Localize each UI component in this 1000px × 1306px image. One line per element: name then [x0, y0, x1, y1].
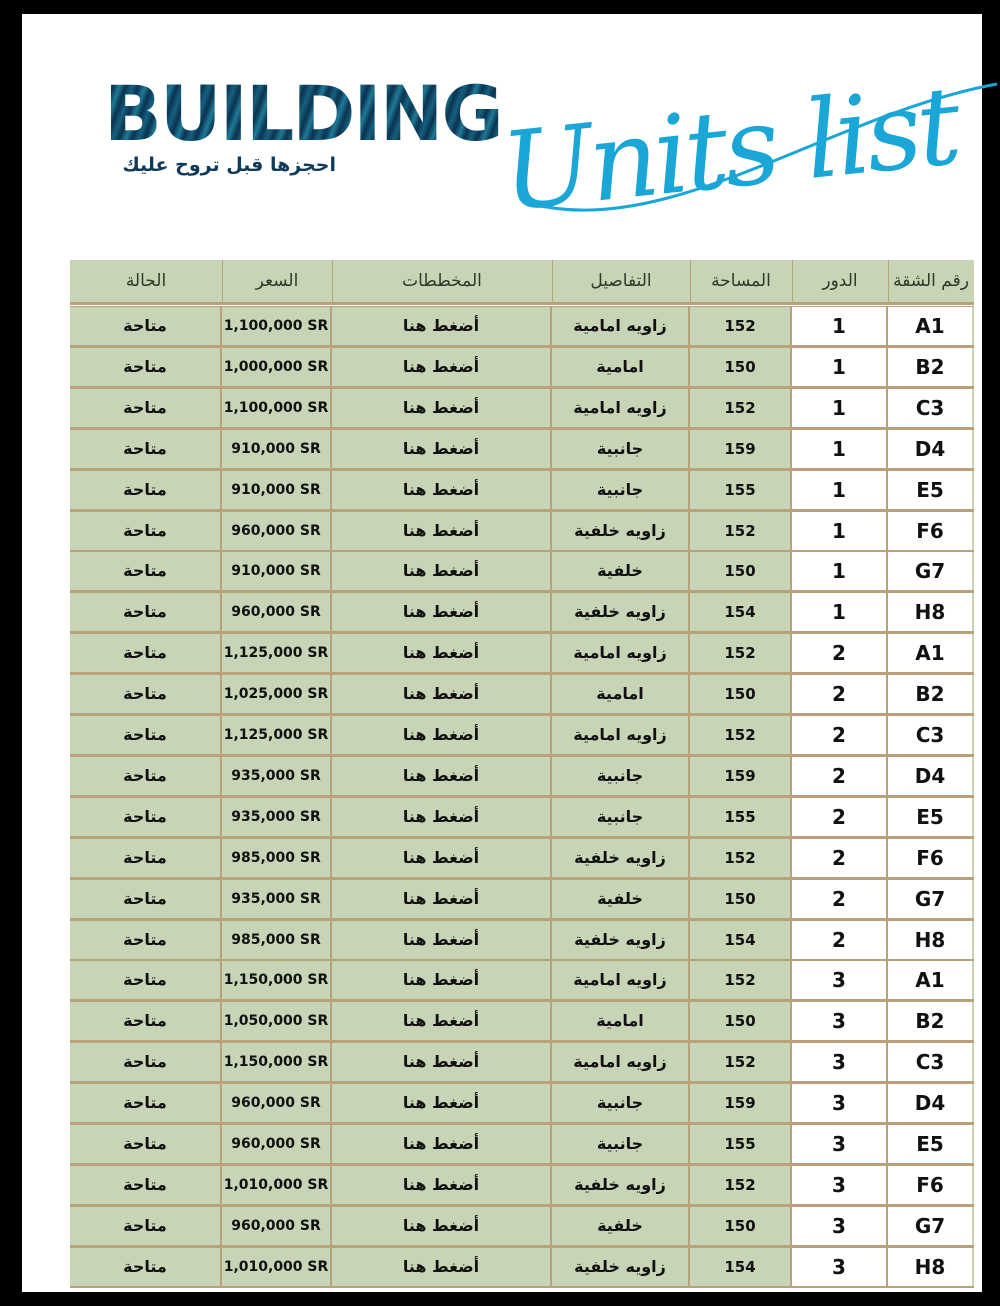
header-unit-number: رقم الشقة [893, 271, 969, 291]
table-row [70, 470, 974, 511]
floor-cell: 3 [792, 1084, 888, 1122]
status-cell: متاحة [70, 593, 222, 631]
plans-link[interactable]: أضغط هنا [332, 798, 552, 836]
plans-link[interactable]: أضغط هنا [332, 307, 552, 345]
details-cell: جانبية [552, 1125, 690, 1163]
area-cell: 154 [690, 1248, 792, 1286]
table-row [70, 1165, 974, 1206]
details-cell: زاويه خلفية [552, 593, 690, 631]
header-area: المساحة [690, 260, 793, 302]
status-cell: متاحة [70, 675, 222, 713]
unit-number-cell: B2 [888, 348, 972, 386]
price-cell: 960,000 SR [222, 1084, 332, 1122]
status-cell: متاحة [70, 552, 222, 590]
unit-number-cell: B2 [888, 675, 972, 713]
details-cell: زاويه خلفية [552, 1248, 690, 1286]
floor-cell: 1 [792, 471, 888, 509]
table-row [70, 756, 974, 797]
status-cell: متاحة [70, 430, 222, 468]
unit-number-cell: E5 [888, 471, 972, 509]
details-cell: زاويه خلفية [552, 512, 690, 550]
header-status: الحالة [70, 260, 223, 302]
unit-number-cell: H8 [888, 1248, 972, 1286]
area-cell: 152 [690, 839, 792, 877]
table-row [70, 1206, 974, 1247]
price-cell: 960,000 SR [222, 1207, 332, 1245]
details-cell: جانبية [552, 798, 690, 836]
plans-link[interactable]: أضغط هنا [332, 961, 552, 999]
table-row [70, 551, 974, 592]
floor-cell: 3 [792, 1166, 888, 1204]
unit-number-cell: E5 [888, 798, 972, 836]
logo-wordmark: BUILDING [104, 69, 502, 158]
price-cell: 1,150,000 SR [222, 1043, 332, 1081]
details-cell: خلفية [552, 1207, 690, 1245]
status-cell: متاحة [70, 1166, 222, 1204]
area-cell: 159 [690, 430, 792, 468]
area-cell: 152 [690, 512, 792, 550]
status-cell: متاحة [70, 1248, 222, 1286]
price-cell: 1,010,000 SR [222, 1248, 332, 1286]
table-row [70, 511, 974, 552]
plans-link[interactable]: أضغط هنا [332, 1084, 552, 1122]
unit-number-cell: F6 [888, 839, 972, 877]
table-row [70, 838, 974, 879]
area-cell: 150 [690, 880, 792, 918]
unit-number-cell: G7 [888, 880, 972, 918]
table-row [70, 960, 974, 1001]
table-row [70, 1042, 974, 1083]
price-cell: 1,100,000 SR [222, 389, 332, 427]
plans-link[interactable]: أضغط هنا [332, 1125, 552, 1163]
table-row [70, 715, 974, 756]
status-cell: متاحة [70, 512, 222, 550]
header-floor: الدور [792, 260, 889, 302]
plans-link[interactable]: أضغط هنا [332, 1248, 552, 1286]
unit-number-cell: F6 [888, 512, 972, 550]
units-table [70, 260, 974, 1288]
status-cell: متاحة [70, 307, 222, 345]
status-cell: متاحة [70, 921, 222, 959]
units-list-script-title [492, 54, 1000, 244]
price-cell: 960,000 SR [222, 593, 332, 631]
floor-cell: 3 [792, 1043, 888, 1081]
floor-cell: 1 [792, 389, 888, 427]
floor-cell: 1 [792, 430, 888, 468]
status-cell: متاحة [70, 1084, 222, 1122]
floor-cell: 1 [792, 348, 888, 386]
area-cell: 150 [690, 675, 792, 713]
plans-link[interactable]: أضغط هنا [332, 471, 552, 509]
unit-number-cell: C3 [888, 389, 972, 427]
status-cell: متاحة [70, 1207, 222, 1245]
price-cell: 935,000 SR [222, 880, 332, 918]
floor-cell: 2 [792, 675, 888, 713]
script-title-text: Units list [496, 63, 963, 236]
price-cell: 1,150,000 SR [222, 961, 332, 999]
table-row [70, 1247, 974, 1288]
plans-link[interactable]: أضغط هنا [332, 1207, 552, 1245]
table-row [70, 1001, 974, 1042]
status-cell: متاحة [70, 716, 222, 754]
floor-cell: 1 [792, 552, 888, 590]
status-cell: متاحة [70, 1125, 222, 1163]
plans-link[interactable]: أضغط هنا [332, 634, 552, 672]
table-row [70, 306, 974, 347]
price-cell: 1,025,000 SR [222, 675, 332, 713]
plans-link[interactable]: أضغط هنا [332, 348, 552, 386]
details-cell: زاويه امامية [552, 1043, 690, 1081]
unit-number-cell: E5 [888, 1125, 972, 1163]
details-cell: جانبية [552, 471, 690, 509]
area-cell: 152 [690, 634, 792, 672]
area-cell: 152 [690, 1043, 792, 1081]
details-cell: خلفية [552, 552, 690, 590]
plans-link[interactable]: أضغط هنا [332, 512, 552, 550]
plans-link[interactable]: أضغط هنا [332, 552, 552, 590]
plans-link[interactable]: أضغط هنا [332, 839, 552, 877]
status-cell: متاحة [70, 634, 222, 672]
price-cell: 1,125,000 SR [222, 716, 332, 754]
details-cell: جانبية [552, 757, 690, 795]
plans-link[interactable]: أضغط هنا [332, 1166, 552, 1204]
floor-cell: 3 [792, 1002, 888, 1040]
status-cell: متاحة [70, 1002, 222, 1040]
unit-number-cell: G7 [888, 552, 972, 590]
plans-link[interactable]: أضغط هنا [332, 1043, 552, 1081]
floor-cell: 2 [792, 921, 888, 959]
details-cell: امامية [552, 1002, 690, 1040]
unit-number-cell: D4 [888, 1084, 972, 1122]
floor-cell: 1 [792, 512, 888, 550]
unit-number-cell: B2 [888, 1002, 972, 1040]
area-cell: 152 [690, 1166, 792, 1204]
floor-cell: 2 [792, 634, 888, 672]
plans-link[interactable]: أضغط هنا [332, 880, 552, 918]
floor-cell: 3 [792, 1207, 888, 1245]
unit-number-cell: D4 [888, 757, 972, 795]
price-cell: 985,000 SR [222, 921, 332, 959]
price-cell: 1,125,000 SR [222, 634, 332, 672]
area-cell: 155 [690, 798, 792, 836]
logo-tagline: احجزها قبل تروح عليك [122, 154, 336, 176]
area-cell: 154 [690, 593, 792, 631]
floor-cell: 2 [792, 716, 888, 754]
price-cell: 1,100,000 SR [222, 307, 332, 345]
table-row [70, 879, 974, 920]
area-cell: 152 [690, 307, 792, 345]
price-cell: 910,000 SR [222, 471, 332, 509]
price-cell: 910,000 SR [222, 430, 332, 468]
table-row [70, 1083, 974, 1124]
table-row [70, 674, 974, 715]
area-cell: 159 [690, 1084, 792, 1122]
table-row [70, 429, 974, 470]
details-cell: امامية [552, 348, 690, 386]
area-cell: 150 [690, 1002, 792, 1040]
price-cell: 1,010,000 SR [222, 1166, 332, 1204]
details-cell: امامية [552, 675, 690, 713]
unit-number-cell: A1 [888, 634, 972, 672]
area-cell: 155 [690, 1125, 792, 1163]
floor-cell: 3 [792, 961, 888, 999]
area-cell: 150 [690, 1207, 792, 1245]
details-cell: جانبية [552, 1084, 690, 1122]
table-row [70, 797, 974, 838]
details-cell: زاويه امامية [552, 961, 690, 999]
floor-cell: 1 [792, 307, 888, 345]
status-cell: متاحة [70, 798, 222, 836]
unit-number-cell: H8 [888, 921, 972, 959]
floor-cell: 3 [792, 1125, 888, 1163]
plans-link[interactable]: أضغط هنا [332, 921, 552, 959]
unit-number-cell: C3 [888, 1043, 972, 1081]
details-cell: زاويه خلفية [552, 921, 690, 959]
details-cell: زاويه امامية [552, 634, 690, 672]
unit-number-cell: A1 [888, 961, 972, 999]
table-row [70, 347, 974, 388]
floor-cell: 2 [792, 798, 888, 836]
price-cell: 960,000 SR [222, 512, 332, 550]
table-header [70, 260, 974, 305]
table-body [70, 306, 974, 1288]
unit-number-cell: A1 [888, 307, 972, 345]
unit-number-cell: G7 [888, 1207, 972, 1245]
floor-cell: 1 [792, 593, 888, 631]
area-cell: 155 [690, 471, 792, 509]
plans-link[interactable]: أضغط هنا [332, 675, 552, 713]
status-cell: متاحة [70, 1043, 222, 1081]
plans-link[interactable]: أضغط هنا [332, 757, 552, 795]
price-cell: 960,000 SR [222, 1125, 332, 1163]
header-details: التفاصيل [552, 260, 691, 302]
unit-number-cell: C3 [888, 716, 972, 754]
floor-cell: 2 [792, 757, 888, 795]
status-cell: متاحة [70, 389, 222, 427]
unit-number-cell: H8 [888, 593, 972, 631]
details-cell: جانبية [552, 430, 690, 468]
plans-link[interactable]: أضغط هنا [332, 389, 552, 427]
table-row [70, 388, 974, 429]
area-cell: 152 [690, 716, 792, 754]
price-cell: 935,000 SR [222, 757, 332, 795]
plans-link[interactable]: أضغط هنا [332, 593, 552, 631]
floor-cell: 2 [792, 880, 888, 918]
table-row [70, 1124, 974, 1165]
unit-number-cell: F6 [888, 1166, 972, 1204]
area-cell: 159 [690, 757, 792, 795]
status-cell: متاحة [70, 757, 222, 795]
table-row [70, 592, 974, 633]
details-cell: زاويه امامية [552, 716, 690, 754]
area-cell: 150 [690, 552, 792, 590]
floor-cell: 2 [792, 839, 888, 877]
details-cell: خلفية [552, 880, 690, 918]
status-cell: متاحة [70, 471, 222, 509]
price-cell: 985,000 SR [222, 839, 332, 877]
area-cell: 150 [690, 348, 792, 386]
unit-number-cell: D4 [888, 430, 972, 468]
plans-link[interactable]: أضغط هنا [332, 716, 552, 754]
price-cell: 1,050,000 SR [222, 1002, 332, 1040]
area-cell: 152 [690, 389, 792, 427]
plans-link[interactable]: أضغط هنا [332, 430, 552, 468]
details-cell: زاويه امامية [552, 307, 690, 345]
status-cell: متاحة [70, 880, 222, 918]
status-cell: متاحة [70, 961, 222, 999]
plans-link[interactable]: أضغط هنا [332, 1002, 552, 1040]
units-list-sheet [22, 14, 982, 1292]
header-plans: المخططات [332, 260, 553, 302]
status-cell: متاحة [70, 348, 222, 386]
details-cell: زاويه امامية [552, 389, 690, 427]
header-price: السعر [222, 260, 333, 302]
details-cell: زاويه خلفية [552, 839, 690, 877]
table-row [70, 633, 974, 674]
table-row [70, 920, 974, 961]
price-cell: 1,000,000 SR [222, 348, 332, 386]
price-cell: 910,000 SR [222, 552, 332, 590]
area-cell: 152 [690, 961, 792, 999]
area-cell: 154 [690, 921, 792, 959]
status-cell: متاحة [70, 839, 222, 877]
details-cell: زاويه خلفية [552, 1166, 690, 1204]
floor-cell: 3 [792, 1248, 888, 1286]
price-cell: 935,000 SR [222, 798, 332, 836]
